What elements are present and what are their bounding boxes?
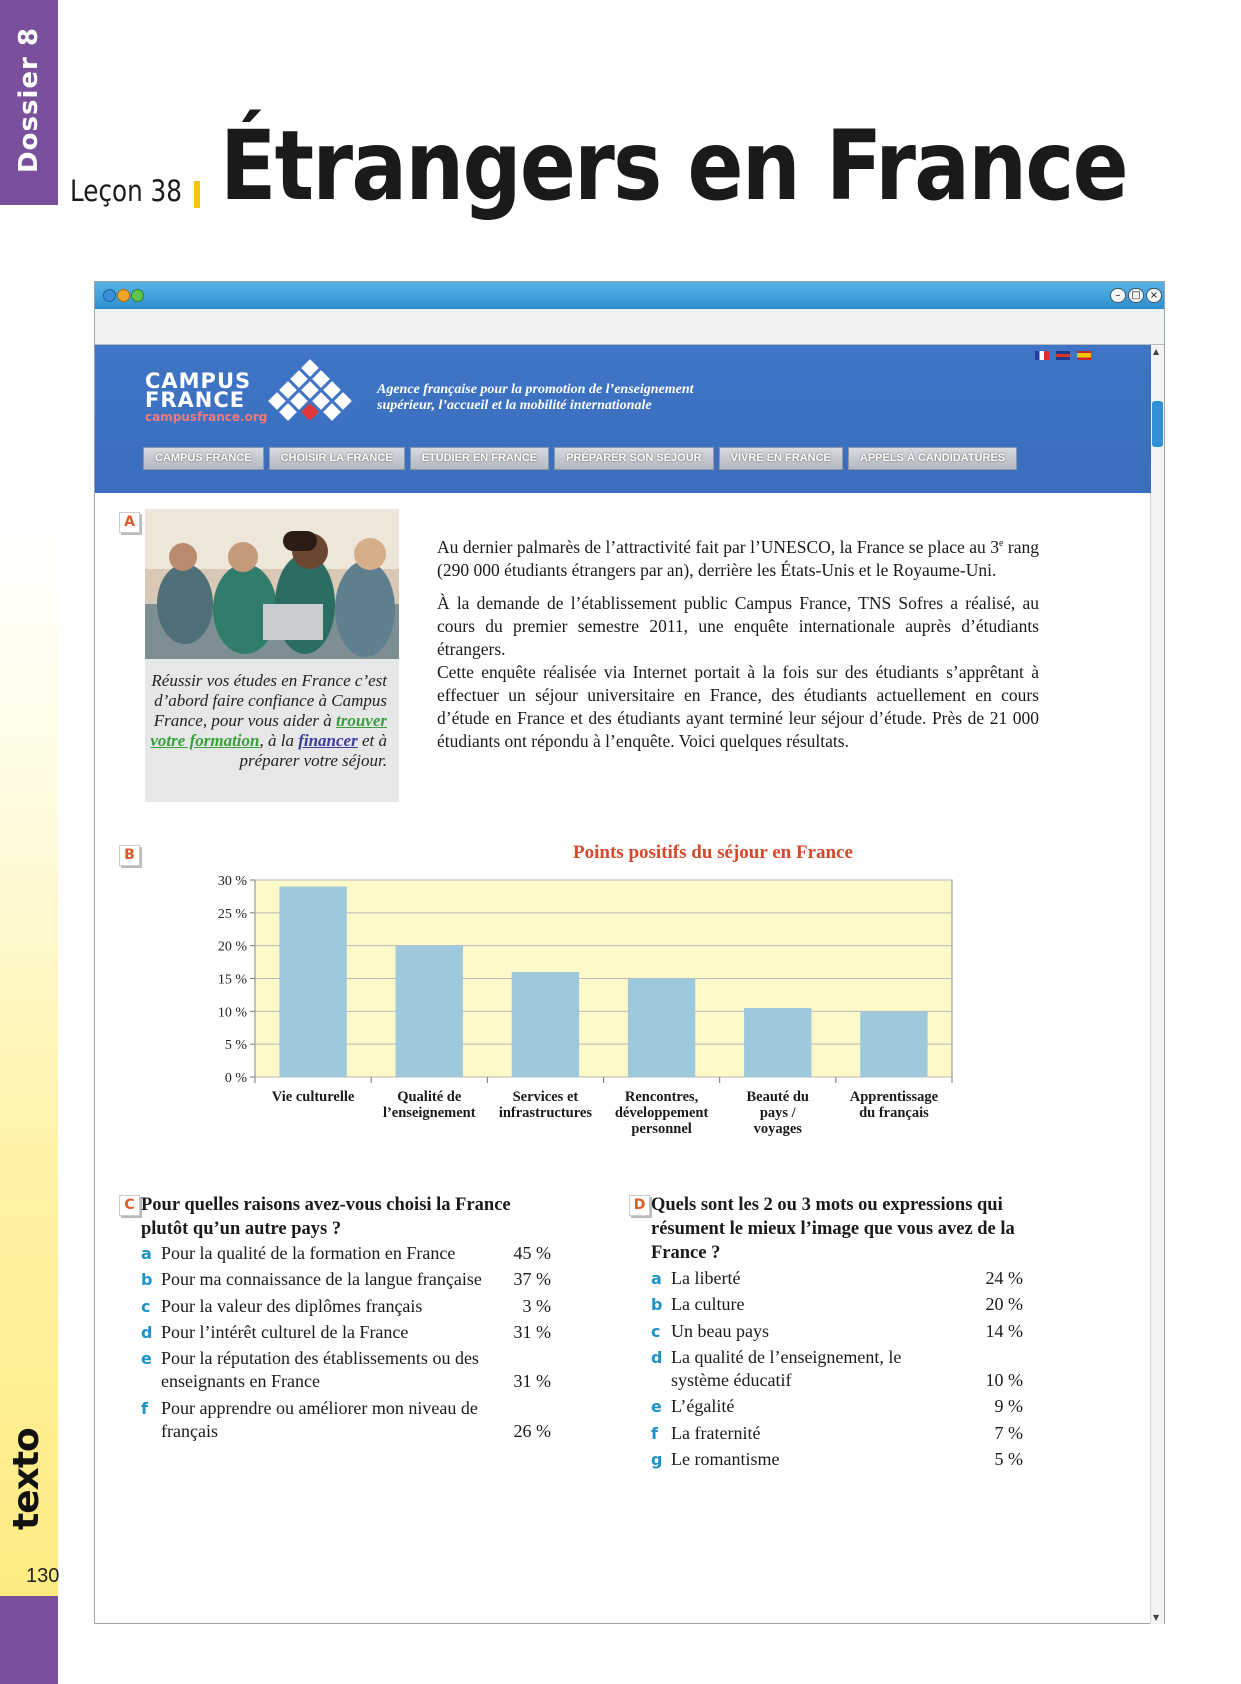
- answer-item: [651, 1448, 1023, 1471]
- chart-x-tick-label: Qualité de: [397, 1089, 462, 1105]
- chart-y-tick-label: 20 %: [217, 939, 247, 955]
- menu-item-etudier[interactable]: ETUDIER EN FRANCE: [410, 447, 550, 470]
- scroll-up-icon[interactable]: ▲: [1153, 347, 1160, 356]
- chart-y-tick-label: 0 %: [224, 1071, 247, 1086]
- answer-percent: 45 %: [513, 1243, 551, 1263]
- page-corner: [0, 1596, 58, 1684]
- answer-item: [141, 1242, 551, 1265]
- students-photo: [145, 509, 399, 659]
- lesson-label: Leçon 38: [70, 174, 182, 208]
- chart-bar: [279, 887, 346, 1077]
- vertical-scrollbar[interactable]: [1150, 345, 1164, 1624]
- chart-x-tick-label: Beauté du: [746, 1089, 809, 1105]
- answer-item: [141, 1295, 551, 1318]
- chart-x-tick-label: personnel: [631, 1121, 692, 1137]
- answer-item: [651, 1395, 1023, 1418]
- answer-text: Pour la valeur des diplômes français: [161, 1295, 423, 1316]
- window-dot-icon[interactable]: [131, 289, 144, 302]
- chart-x-tick-label: du français: [859, 1105, 929, 1121]
- answer-text: La liberté: [671, 1268, 741, 1288]
- question-d: Quels sont les 2 ou 3 mots ou expressions qui résument le mieux l’image que vous avez de la France ?: [651, 1195, 1015, 1263]
- chart-x-tick-label: Services et: [512, 1089, 579, 1105]
- site-menu: [143, 447, 1017, 470]
- answer-text: L’égalité: [671, 1396, 735, 1417]
- answer-percent: 5 %: [994, 1449, 1023, 1470]
- answer-percent: 31 %: [513, 1371, 551, 1392]
- chart-x-tick-label: Vie culturelle: [271, 1089, 355, 1105]
- section-badge-b: B: [119, 845, 140, 866]
- chart-y-tick-label: 25 %: [217, 906, 247, 922]
- dossier-label: Dossier 8: [14, 27, 44, 173]
- answer-percent: 26 %: [513, 1421, 551, 1442]
- window-dot-icon[interactable]: [103, 289, 116, 302]
- answer-item: [141, 1268, 551, 1291]
- window-titlebar: [95, 282, 1164, 309]
- section-badge-d: D: [629, 1195, 650, 1216]
- flag-es-icon[interactable]: [1077, 351, 1091, 360]
- chart-y-tick-label: 30 %: [217, 874, 247, 889]
- page-title: Étrangers en France: [220, 110, 1127, 222]
- address-bar[interactable]: [95, 309, 1164, 345]
- texto-logo: texto: [6, 1428, 47, 1530]
- answer-item: [141, 1347, 551, 1394]
- intro-paragraph: Au dernier palmarès de l’attractivité fait par l’UNESCO, la France se place au 3e rang (290 000 étudiants étrangers par an), derrière les États-Unis et le Royaume-Uni.: [437, 536, 1039, 580]
- answer-percent: 24 %: [985, 1268, 1023, 1288]
- answer-text: La qualité de l’enseignement, le système éducatif: [671, 1346, 902, 1391]
- answer-text: Un beau pays: [671, 1320, 769, 1341]
- chart-y-tick-label: 10 %: [217, 1005, 247, 1021]
- answer-text: Pour la réputation des établissements ou des enseignants en France: [161, 1348, 479, 1392]
- intro-text: [437, 532, 1039, 763]
- minimize-button[interactable]: –: [1110, 288, 1126, 303]
- section-badge-c: C: [119, 1195, 140, 1216]
- answer-item: [141, 1397, 551, 1444]
- link-financer[interactable]: financer: [298, 731, 358, 750]
- scroll-down-icon[interactable]: ▼: [1153, 1613, 1160, 1622]
- answer-text: Pour l’intérêt culturel de la France: [161, 1321, 409, 1342]
- site-url: campusfrance.org: [145, 410, 268, 424]
- bar-chart: [195, 870, 975, 1150]
- menu-item-appels[interactable]: APPELS À CANDIDATURES: [848, 447, 1017, 470]
- answer-percent: 37 %: [513, 1269, 551, 1290]
- menu-item-vivre[interactable]: VIVRE EN FRANCE: [719, 447, 843, 470]
- chart-x-tick-label: infrastructures: [498, 1105, 593, 1121]
- site-logo-text[interactable]: CAMPUS FRANCE: [145, 369, 252, 412]
- answer-letter: b: [141, 1270, 153, 1290]
- answer-item: [651, 1422, 1023, 1445]
- answer-letter: f: [651, 1423, 658, 1443]
- menu-item-choisir[interactable]: CHOISIR LA FRANCE: [269, 447, 405, 470]
- answer-text: Le romantisme: [671, 1449, 780, 1470]
- answer-letter: e: [651, 1397, 662, 1417]
- site-banner: [95, 345, 1151, 493]
- flag-en-icon[interactable]: [1056, 351, 1070, 360]
- chart-bar: [512, 972, 579, 1077]
- link-trouver-formation[interactable]: trouver votre formation: [150, 711, 387, 750]
- answer-text: La fraternité: [671, 1422, 761, 1443]
- chart-bar: [628, 979, 695, 1078]
- chart-x-tick-label: voyages: [753, 1121, 802, 1137]
- answer-letter: d: [651, 1347, 663, 1367]
- answer-text: Pour la qualité de la formation en France: [161, 1243, 456, 1263]
- answer-letter: c: [651, 1321, 661, 1341]
- answer-percent: 9 %: [994, 1396, 1023, 1417]
- window-dot-icon[interactable]: [117, 289, 130, 302]
- campus-france-logo-icon: [255, 359, 367, 427]
- answer-letter: a: [651, 1269, 662, 1288]
- browser-window: [94, 281, 1165, 1624]
- answer-percent: 7 %: [994, 1422, 1023, 1443]
- intro-paragraph: Cette enquête réalisée via Internet portait à la fois sur des étudiants s’apprêtant à effectuer un séjour universitaire en France, des étudiants actuellement en cours d’étude en France et des étudiants ayant terminé leur séjour d’étude. Près de 21 000 étudiants ont répondu à l’enquête. Voici quelques résultats.: [437, 661, 1039, 751]
- chart-x-tick-label: pays /: [759, 1105, 796, 1121]
- answer-letter: c: [141, 1296, 151, 1316]
- chart-y-tick-label: 5 %: [224, 1038, 247, 1054]
- answer-text: Pour apprendre ou améliorer mon niveau de français: [161, 1397, 478, 1442]
- close-button[interactable]: ×: [1146, 288, 1162, 303]
- chart-x-tick-label: développement: [614, 1105, 709, 1121]
- chart-title: Points positifs du séjour en France: [573, 842, 853, 863]
- photo-caption: Réussir vos études en France c’est d’abord faire confiance à Campus France, pour vous aider à trouver votre formation, à la financer et à préparer votre séjour.: [145, 659, 399, 802]
- lesson-divider: [194, 181, 200, 208]
- answer-item: [651, 1346, 1023, 1393]
- answer-percent: 31 %: [513, 1321, 551, 1342]
- language-switcher: [1035, 347, 1094, 365]
- answer-item: [141, 1321, 551, 1344]
- answer-letter: a: [141, 1244, 152, 1263]
- flag-fr-icon[interactable]: [1035, 351, 1049, 360]
- answer-percent: 3 %: [522, 1295, 551, 1316]
- answer-item: [651, 1320, 1023, 1343]
- chart-bar: [396, 946, 463, 1077]
- chart-y-tick-label: 15 %: [217, 972, 247, 988]
- answer-item: [651, 1267, 1023, 1290]
- chart-x-tick-label: l’enseignement: [382, 1105, 476, 1121]
- answer-item: [651, 1293, 1023, 1316]
- answer-text: Pour ma connaissance de la langue française: [161, 1269, 482, 1290]
- answer-letter: b: [651, 1295, 663, 1315]
- maximize-button[interactable]: □: [1128, 288, 1144, 303]
- answer-letter: f: [141, 1398, 148, 1418]
- answer-list-c: [141, 1242, 551, 1446]
- question-c: Pour quelles raisons avez-vous choisi la France plutôt qu’un autre pays ?: [141, 1195, 511, 1239]
- answer-letter: e: [141, 1349, 152, 1369]
- menu-item-preparer[interactable]: PRÉPARER SON SÉJOUR: [554, 447, 714, 470]
- answer-list-d: [651, 1267, 1023, 1474]
- chart-x-tick-label: Rencontres,: [624, 1089, 699, 1105]
- chart-x-tick-label: Apprentissage: [849, 1089, 939, 1105]
- page-number: 130: [26, 1565, 60, 1587]
- intro-paragraph: À la demande de l’établissement public Campus France, TNS Sofres a réalisé, au cours du premier semestre 2011, une enquête internationale auprès d’étudiants étrangers.: [437, 592, 1039, 659]
- answer-text: La culture: [671, 1294, 745, 1315]
- scroll-thumb[interactable]: [1152, 401, 1163, 447]
- answer-percent: 20 %: [985, 1294, 1023, 1315]
- section-badge-a: A: [119, 512, 140, 533]
- answer-percent: 14 %: [985, 1320, 1023, 1341]
- menu-item-campus-france[interactable]: CAMPUS FRANCE: [143, 447, 264, 470]
- answer-letter: g: [651, 1450, 663, 1470]
- site-tagline: Agence française pour la promotion de l’enseignement supérieur, l’accueil et la mobilité internationale: [377, 382, 694, 413]
- answer-letter: d: [141, 1322, 153, 1342]
- chart-bar: [860, 1011, 927, 1077]
- students-illustration: [145, 509, 399, 659]
- chart-bar: [744, 1008, 811, 1077]
- answer-percent: 10 %: [985, 1370, 1023, 1391]
